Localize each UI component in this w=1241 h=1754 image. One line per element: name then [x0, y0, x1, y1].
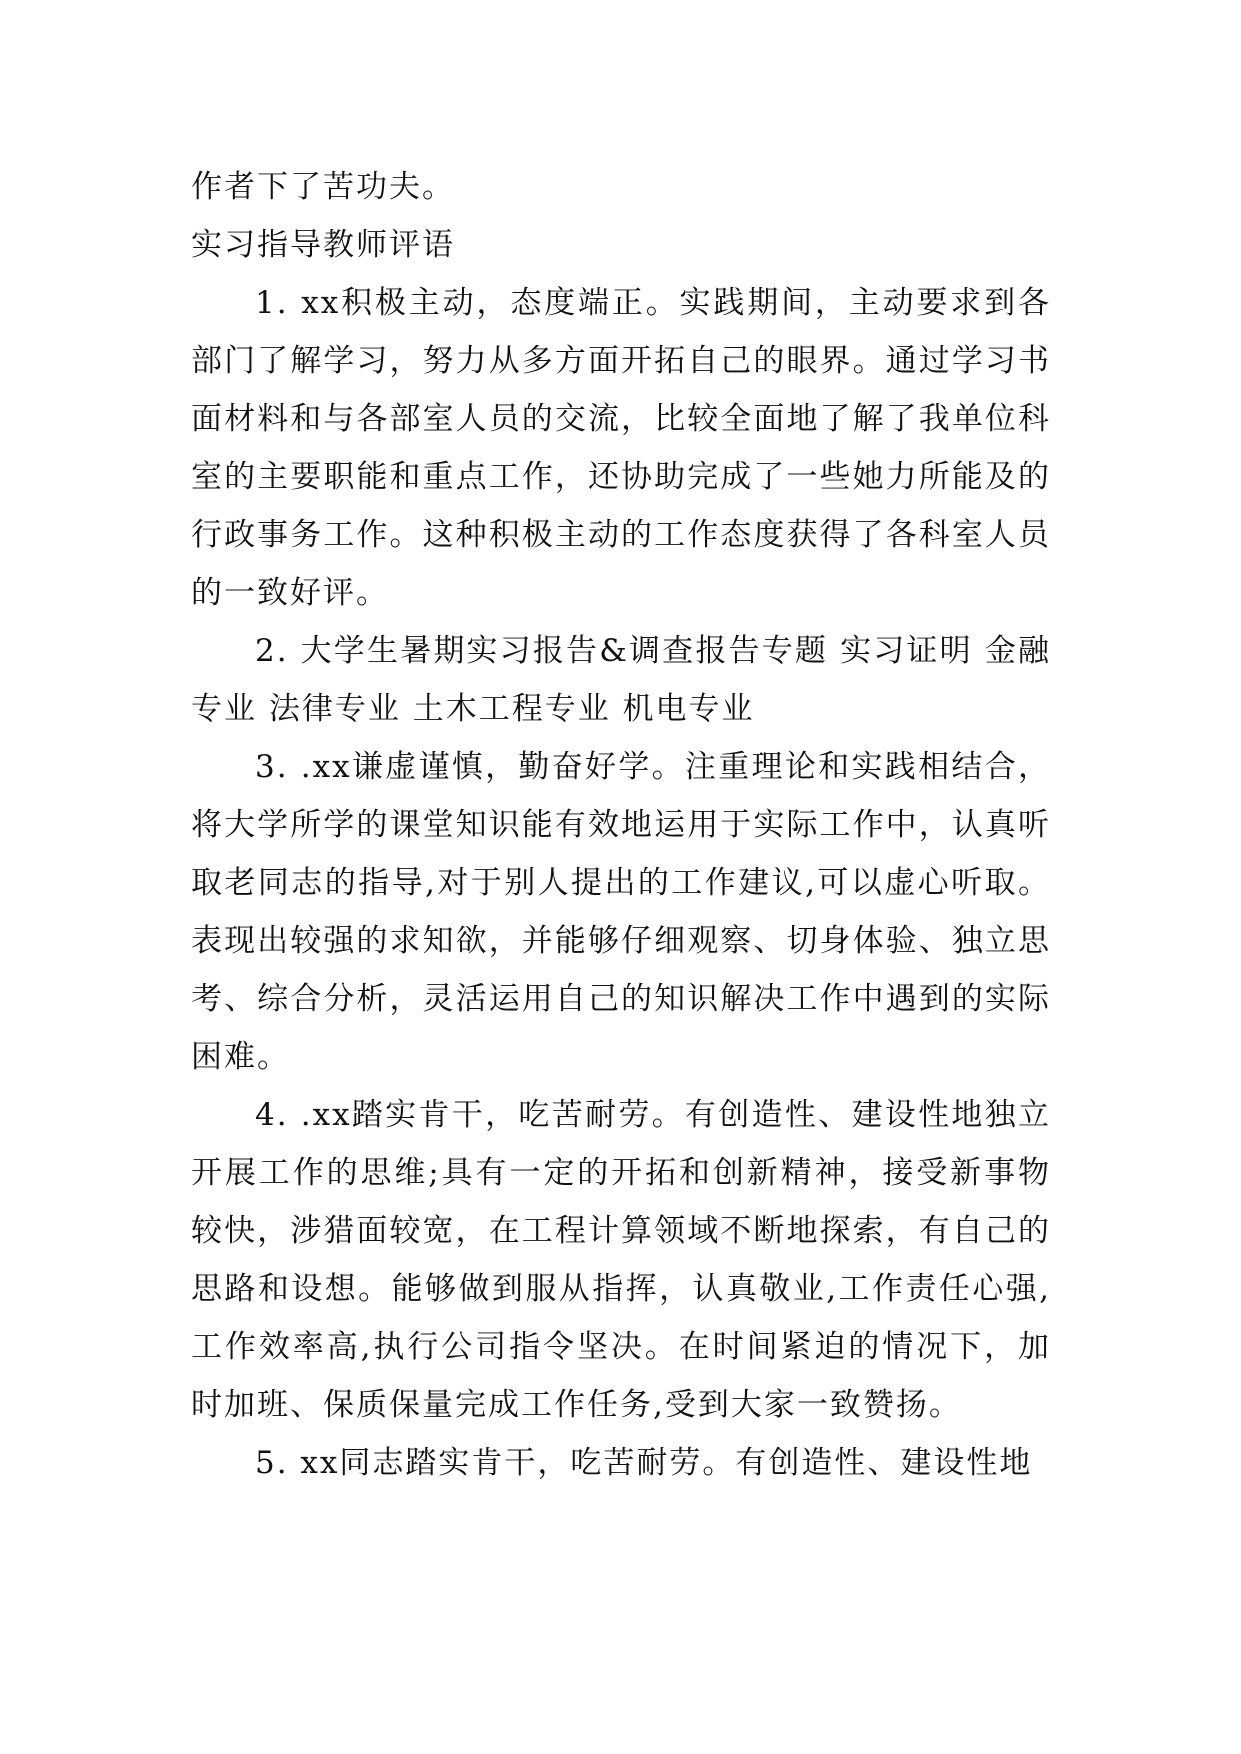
comment-item-3: 3. .xx谦虚谨慎，勤奋好学。注重理论和实践相结合，将大学所学的课堂知识能有效地运用于实际工作中，认真听取老同志的指导,对于别人提出的工作建议,可以虚心听取。表现出较强的求知欲，并能够仔细观察、切身体验、独立思考、综合分析，灵活运用自己的知识解决工作中遇到的实际困难。 — [191, 749, 1051, 1075]
continuation-paragraph: 作者下了苦功夫。 — [191, 169, 455, 205]
section-title: 实习指导教师评语 — [191, 227, 455, 263]
comment-item-2: 2. 大学生暑期实习报告&调查报告专题 实习证明 金融专业 法律专业 土木工程专业 机电专业 — [191, 633, 1051, 727]
comment-item-1: 1. xx积极主动，态度端正。实践期间，主动要求到各部门了解学习，努力从多方面开拓自己的眼界。通过学习书面材料和与各部室人员的交流，比较全面地了解了我单位科室的主要职能和重点工作，还协助完成了一些她力所能及的行政事务工作。这种积极主动的工作态度获得了各科室人员的一致好评。 — [191, 285, 1051, 611]
comment-item-5: 5. xx同志踏实肯干，吃苦耐劳。有创造性、建设性地 — [255, 1445, 1033, 1481]
document-body — [191, 158, 1051, 1492]
comment-item-4: 4. .xx踏实肯干，吃苦耐劳。有创造性、建设性地独立开展工作的思维;具有一定的开拓和创新精神，接受新事物较快，涉猎面较宽，在工程计算领域不断地探索，有自己的思路和设想。能够做到服从指挥，认真敬业,工作责任心强,工作效率高,执行公司指令坚决。在时间紧迫的情况下，加时加班、保质保量完成工作任务,受到大家一致赞扬。 — [191, 1097, 1051, 1423]
